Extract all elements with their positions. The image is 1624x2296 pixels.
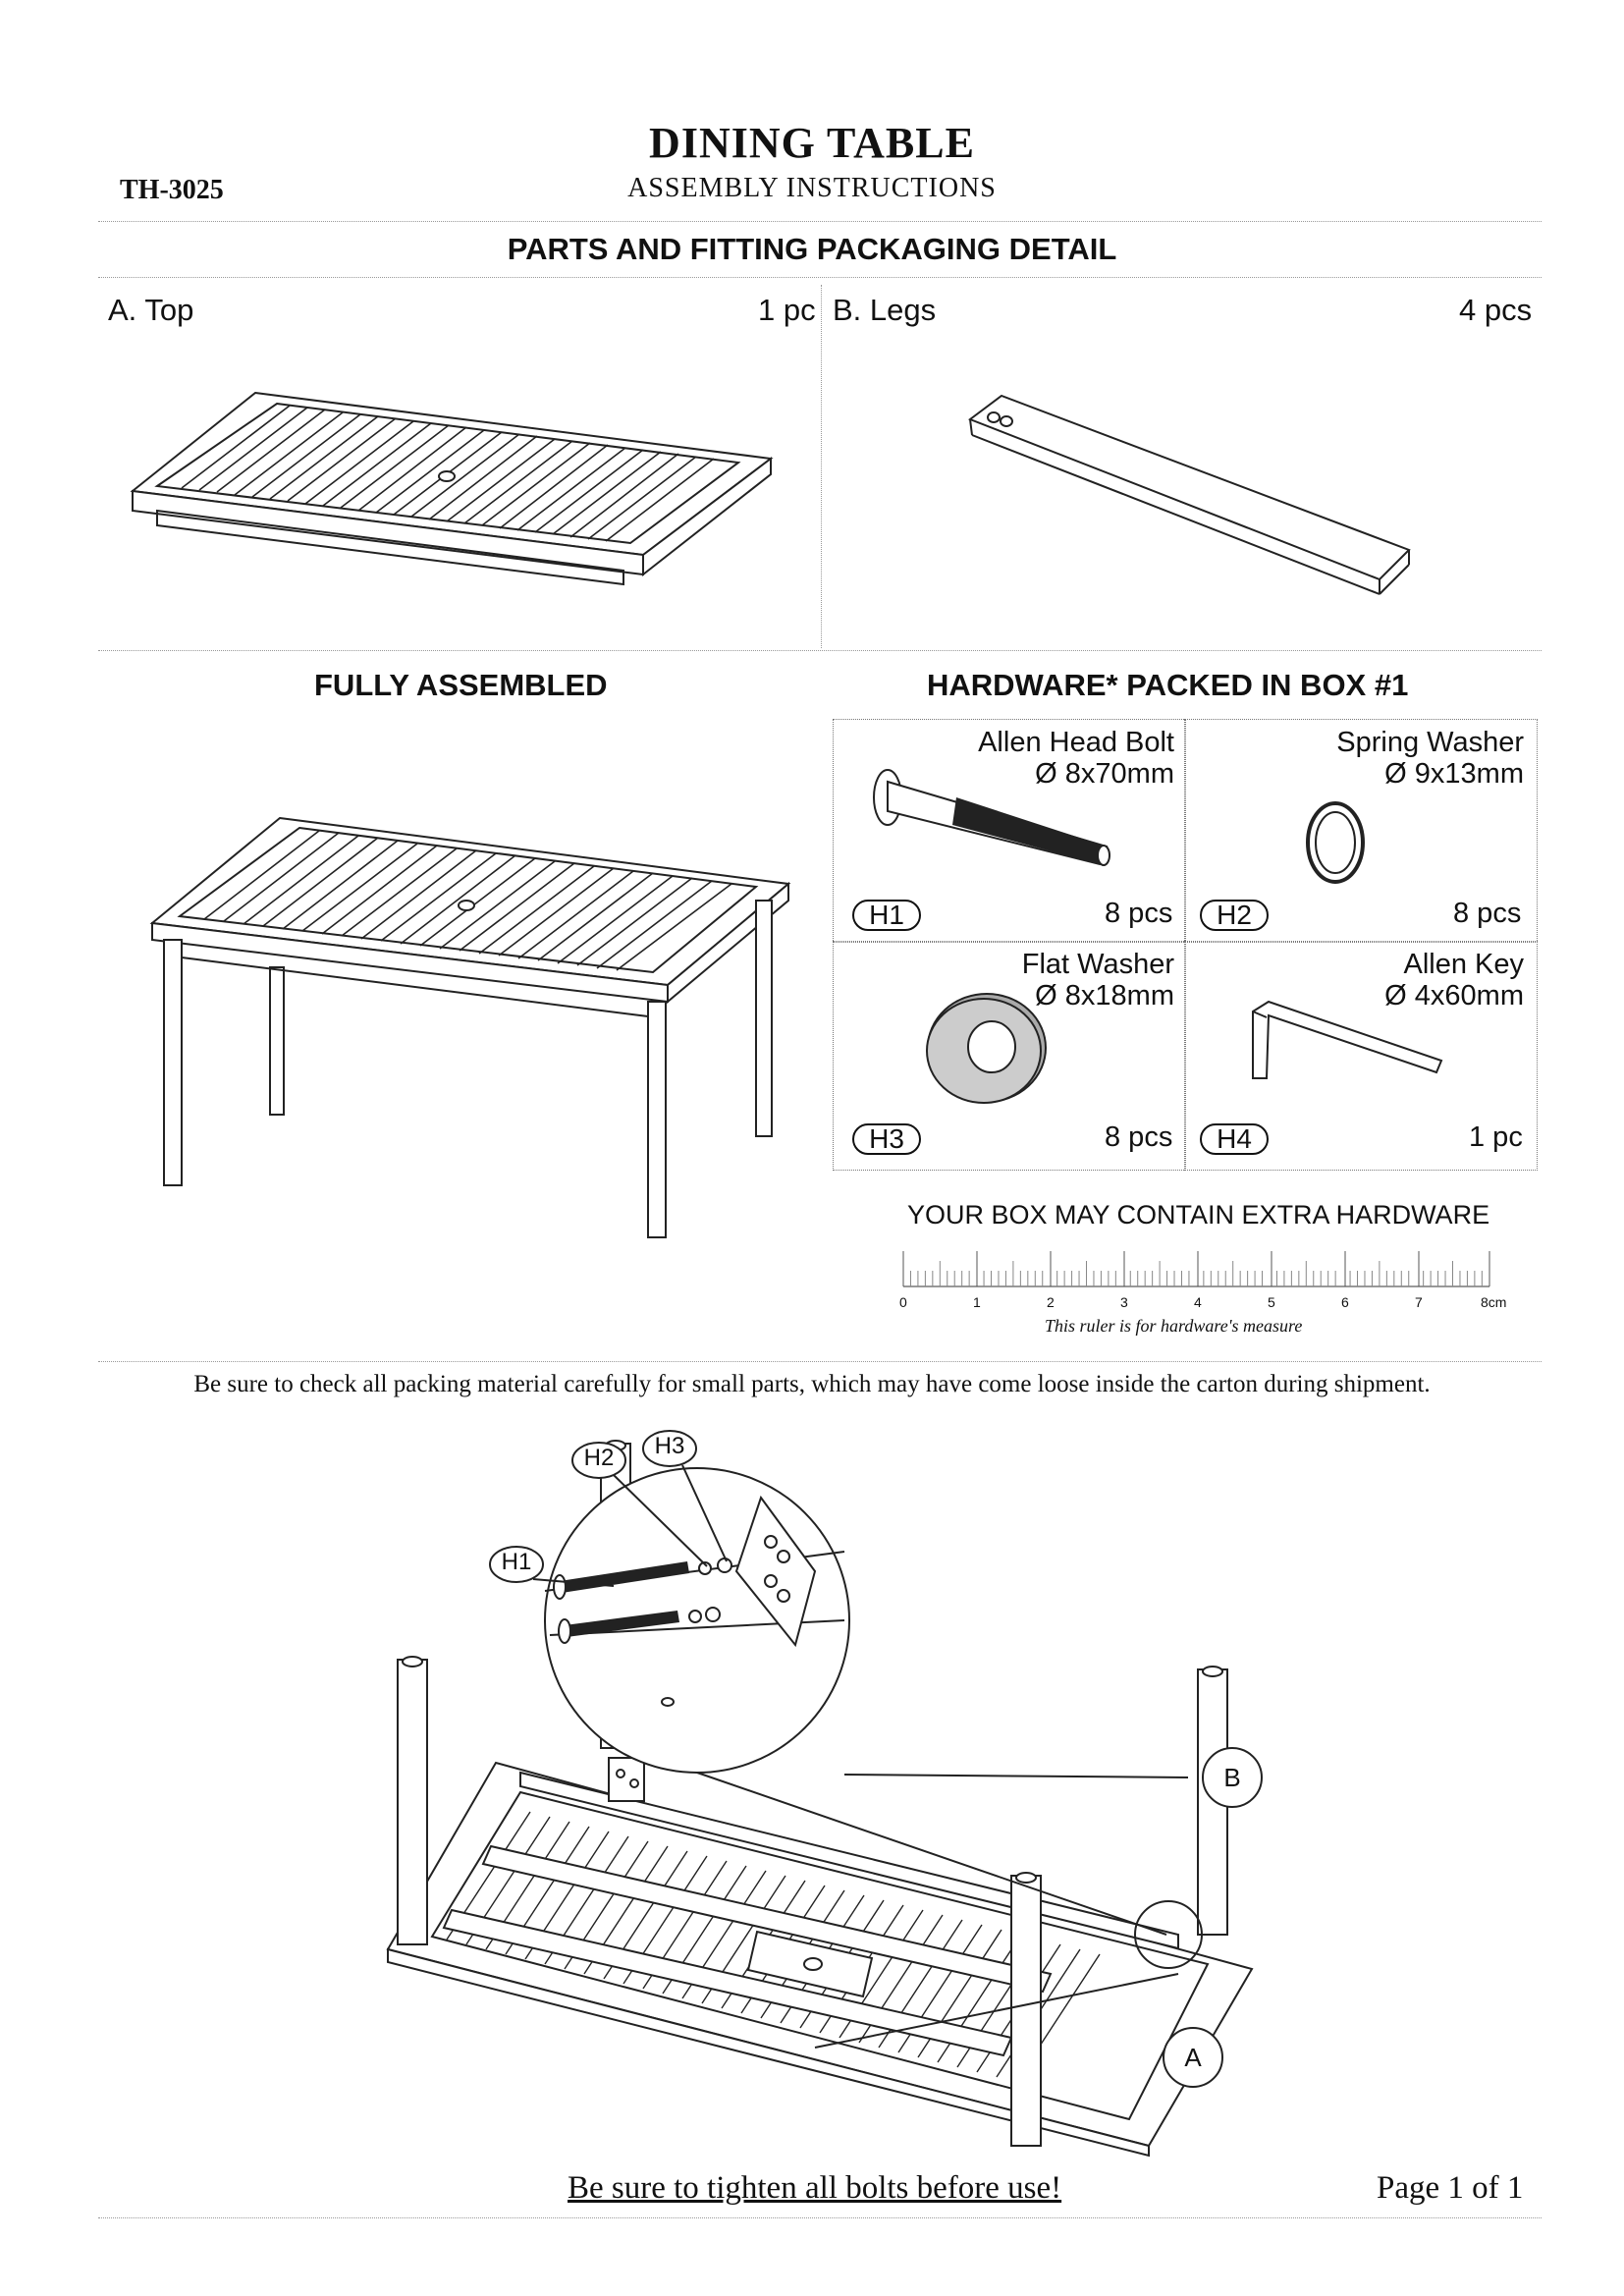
ruler-label-1: 1 [973,1294,981,1310]
parts-column-divider [821,285,822,648]
assembly-diagram [373,1424,1316,2151]
hardware-tag-h4: H4 [1200,1123,1269,1155]
part-b-label: B. Legs [833,293,937,327]
hardware-size-h2: Ø 9x13mm [1384,758,1524,790]
hardware-qty-h3: 8 pcs [1105,1121,1173,1153]
ruler-label-5: 5 [1268,1294,1275,1310]
ruler-label-2: 2 [1047,1294,1055,1310]
table-top-drawing [128,388,795,594]
ruler-label-7: 7 [1415,1294,1423,1310]
hardware-heading: HARDWARE* PACKED IN BOX #1 [927,668,1409,702]
hardware-size-h1: Ø 8x70mm [1035,758,1174,790]
hardware-qty-h1: 8 pcs [1105,898,1173,929]
hardware-size-h3: Ø 8x18mm [1035,980,1174,1011]
assembled-heading: FULLY ASSEMBLED [314,668,608,702]
ruler-label-3: 3 [1120,1294,1128,1310]
ruler-label-4: 4 [1194,1294,1202,1310]
extra-hardware-note: YOUR BOX MAY CONTAIN EXTRA HARDWARE [907,1200,1490,1230]
hardware-qty-h4: 1 pc [1469,1121,1523,1153]
ruler-label-8: 8cm [1481,1294,1507,1310]
document-subtitle: ASSEMBLY INSTRUCTIONS [627,173,997,203]
hardware-qty-h2: 8 pcs [1453,898,1522,929]
hardware-size-h4: Ø 4x60mm [1384,980,1524,1011]
hardware-name-h4: Allen Key [1403,949,1524,980]
parts-divider [98,277,1542,278]
allen-key-icon [1245,992,1461,1090]
assembled-table-drawing [142,810,800,1242]
hardware-name-h2: Spring Washer [1336,727,1524,758]
hardware-name-h1: Allen Head Bolt [978,727,1174,758]
header-divider [98,221,1542,222]
hardware-tag-h2: H2 [1200,900,1269,931]
ruler-caption: This ruler is for hardware's measure [1045,1316,1303,1336]
callout-h1: H1 [501,1549,532,1575]
hardware-tag-h3: H3 [852,1123,921,1155]
callout-b: B [1223,1763,1241,1792]
parts-bottom-divider [98,650,1542,651]
callout-h2: H2 [583,1445,615,1471]
callout-h3: H3 [654,1433,685,1459]
footer-divider [98,2217,1542,2218]
ruler-label-0: 0 [899,1294,907,1310]
spring-washer-icon [1296,793,1375,892]
section-divider [98,1361,1542,1362]
allen-bolt-icon [866,768,1131,876]
model-number: TH-3025 [120,175,224,205]
hardware-tag-h1: H1 [852,900,921,931]
ruler-label-6: 6 [1341,1294,1349,1310]
tighten-bolts-note: Be sure to tighten all bolts before use! [568,2170,1062,2206]
page-number: Page 1 of 1 [1377,2170,1524,2206]
document-title: DINING TABLE [649,119,975,167]
part-b-qty: 4 pcs [1459,293,1533,327]
measuring-ruler [895,1231,1504,1292]
flat-washer-icon [913,984,1060,1112]
leg-drawing [962,388,1414,594]
part-a-label: A. Top [108,293,194,327]
parts-heading: PARTS AND FITTING PACKAGING DETAIL [507,232,1117,266]
hardware-name-h3: Flat Washer [1021,949,1174,980]
packing-note: Be sure to check all packing material carefully for small parts, which may have come loose inside the carton during shipment. [193,1371,1431,1397]
part-a-qty: 1 pc [758,293,816,327]
callout-a: A [1184,2043,1202,2072]
